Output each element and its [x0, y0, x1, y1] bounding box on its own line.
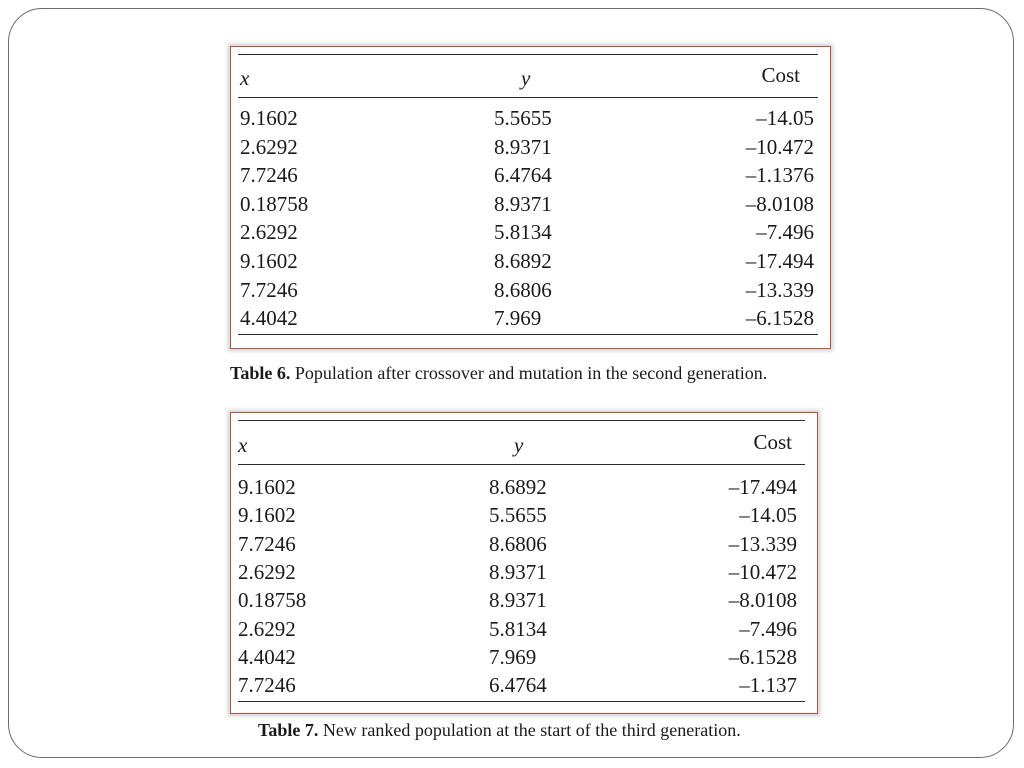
cell-x: 7.7246	[238, 673, 296, 698]
table-bottom-rule	[238, 334, 818, 335]
cell-x: 2.6292	[240, 220, 298, 245]
table-header-rule	[238, 464, 805, 465]
cell-cost: –7.496	[756, 220, 814, 245]
cell-x: 0.18758	[240, 191, 309, 216]
table-top-rule	[238, 54, 818, 55]
table-7-caption	[258, 720, 741, 741]
cell-cost: –1.137	[739, 673, 797, 698]
table-header-rule	[238, 97, 818, 98]
cell-x: 9.1602	[240, 249, 298, 273]
cell-y: 5.8134	[494, 220, 552, 245]
cell-x: 0.18758	[238, 588, 307, 613]
cell-x: 2.6292	[238, 559, 296, 584]
column-header-cost: Cost	[753, 430, 792, 454]
cell-cost: –17.494	[745, 249, 814, 273]
cell-x: 2.6292	[240, 134, 298, 159]
cell-x: 7.7246	[240, 277, 298, 302]
cell-y: 5.5655	[494, 106, 552, 130]
cell-cost: –1.1376	[745, 163, 814, 188]
cell-y: 8.6806	[494, 277, 552, 302]
cell-y: 5.5655	[489, 503, 547, 528]
cell-y: 8.6806	[489, 531, 547, 556]
column-header-y: y	[521, 66, 531, 90]
table-bottom-rule	[238, 701, 805, 702]
cell-x: 4.4042	[238, 644, 296, 669]
cell-cost: –8.0108	[728, 588, 797, 613]
cell-cost: –14.05	[756, 106, 814, 130]
cell-x: 7.7246	[238, 531, 296, 556]
cell-cost: –10.472	[745, 134, 814, 159]
cell-cost: –7.496	[739, 616, 797, 641]
cell-y: 5.8134	[489, 616, 547, 641]
cell-x: 7.7246	[240, 163, 298, 188]
cell-cost: –10.472	[728, 559, 797, 584]
cell-y: 6.4764	[489, 673, 547, 698]
cell-cost: –13.339	[728, 531, 797, 556]
cell-cost: –6.1528	[728, 644, 797, 669]
cell-y: 8.6892	[494, 249, 552, 273]
caption-label: Table 7.	[258, 720, 319, 740]
table-6-caption	[230, 363, 767, 384]
caption-label: Table 6.	[230, 363, 291, 383]
cell-y: 8.9371	[494, 134, 552, 159]
cell-x: 9.1602	[238, 503, 296, 528]
cell-y: 8.6892	[489, 475, 547, 499]
cell-y: 7.969	[489, 644, 537, 669]
cell-cost: –14.05	[739, 503, 797, 528]
caption-text: Population after crossover and mutation in the second generation.	[290, 363, 768, 383]
cell-cost: –8.0108	[745, 191, 814, 216]
cell-y: 8.9371	[489, 588, 547, 613]
cell-y: 6.4764	[494, 163, 552, 188]
table-top-rule	[238, 420, 805, 421]
cell-x: 2.6292	[238, 616, 296, 641]
caption-text: New ranked population at the start of the third generation.	[318, 720, 741, 740]
cell-x: 9.1602	[238, 475, 296, 499]
cell-x: 4.4042	[240, 306, 298, 331]
table-7	[230, 412, 818, 714]
cell-y: 8.9371	[494, 191, 552, 216]
cell-x: 9.1602	[240, 106, 298, 130]
column-header-x: x	[240, 66, 250, 90]
column-header-x: x	[238, 433, 248, 457]
cell-cost: –6.1528	[745, 306, 814, 331]
cell-y: 8.9371	[489, 559, 547, 584]
cell-cost: –13.339	[745, 277, 814, 302]
column-header-y: y	[514, 433, 524, 457]
cell-cost: –17.494	[728, 475, 797, 499]
cell-y: 7.969	[494, 306, 542, 331]
column-header-cost: Cost	[761, 63, 800, 87]
table-6	[230, 46, 831, 349]
